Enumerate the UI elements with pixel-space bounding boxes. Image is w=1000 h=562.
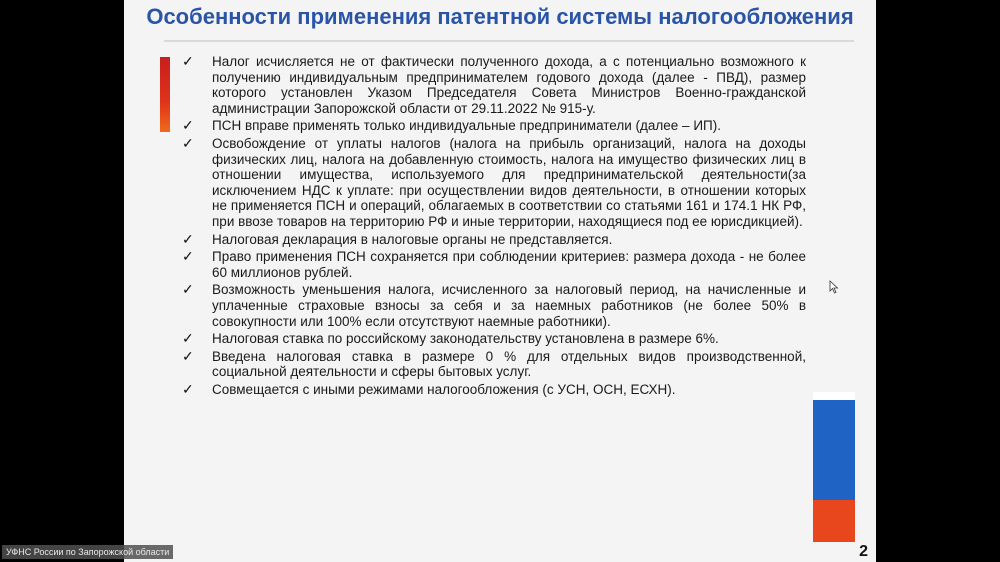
list-item <box>182 54 806 116</box>
check-icon: ✓ <box>182 117 194 134</box>
flag-stripe-blue <box>813 400 855 500</box>
list-item <box>182 136 806 230</box>
bullet-text: ПСН вправе применять только индивидуальные предприниматели (далее – ИП). <box>212 118 721 134</box>
check-icon: ✓ <box>182 347 194 364</box>
bullet-text: Возможность уменьшения налога, исчисленного за налоговый период, на начисленные и уплаченные страховые взносы за себя и за наемных работников (не более 50% в совокупности или 100% если отсутствуют наемные работники). <box>212 282 806 329</box>
bullet-list <box>182 54 806 399</box>
list-item <box>182 249 806 280</box>
list-item <box>182 349 806 380</box>
bullet-text: Налоговая ставка по российскому законодательству установлена в размере 6%. <box>212 331 719 347</box>
list-item <box>182 382 806 398</box>
check-icon: ✓ <box>182 380 194 397</box>
bullet-text: Введена налоговая ставка в размере 0 % для отдельных видов производственной, социальной деятельности и сферы бытовых услуг. <box>212 348 806 380</box>
title-divider <box>164 40 854 42</box>
list-item <box>182 232 806 248</box>
page-number: 2 <box>859 543 868 560</box>
video-caption: УФНС России по Запорожской области <box>2 545 173 559</box>
bullet-text: Освобождение от уплаты налогов (налога на прибыль организаций, налога на доходы физических лиц, налога на добавленную стоимость, налога на имущество физических лиц в отношении имущества, используемого для предпринимательской деятельности(за исключением НДС к уплате: при осуществлении видов деятельности, в отношении которых не применяется ПСН и операций, облагаемых в соответствии со статьями 161 и 174.1 НК РФ, при ввозе товаров на территорию РФ и иные территории, находящиеся под ее юрисдикцией). <box>212 135 806 229</box>
list-item <box>182 118 806 134</box>
bullet-text: Налоговая декларация в налоговые органы не представляется. <box>212 231 613 247</box>
cursor-icon <box>829 280 839 294</box>
check-icon: ✓ <box>182 53 194 69</box>
check-icon: ✓ <box>182 230 194 247</box>
bullet-text: Право применения ПСН сохраняется при соблюдении критериев: размера дохода - не более 60 миллионов рублей. <box>212 249 806 280</box>
accent-bar-red <box>160 57 170 132</box>
check-icon: ✓ <box>182 281 194 298</box>
slide-title: Особенности применения патентной системы налогообложения <box>146 4 854 29</box>
check-icon: ✓ <box>182 330 194 347</box>
check-icon: ✓ <box>182 134 194 151</box>
list-item <box>182 331 806 347</box>
check-icon: ✓ <box>182 248 194 265</box>
flag-stripes <box>813 392 855 542</box>
bullet-text: Совмещается с иными режимами налогообложения (с УСН, ОСН, ЕСХН). <box>212 381 676 397</box>
flag-stripe-red <box>813 500 855 542</box>
list-item <box>182 282 806 329</box>
bullet-text: Налог исчисляется не от фактически полученного дохода, а с потенциально возможного к получению индивидуальным предпринимателем годового дохода (далее - ПВД), размер которого установлен Указом Председателя Совета Министров Военно-гражданской администрации Запорожской области от 29.11.2022 № 915-у. <box>212 54 806 116</box>
flag-stripe-white <box>813 392 855 400</box>
presentation-slide <box>124 0 876 562</box>
